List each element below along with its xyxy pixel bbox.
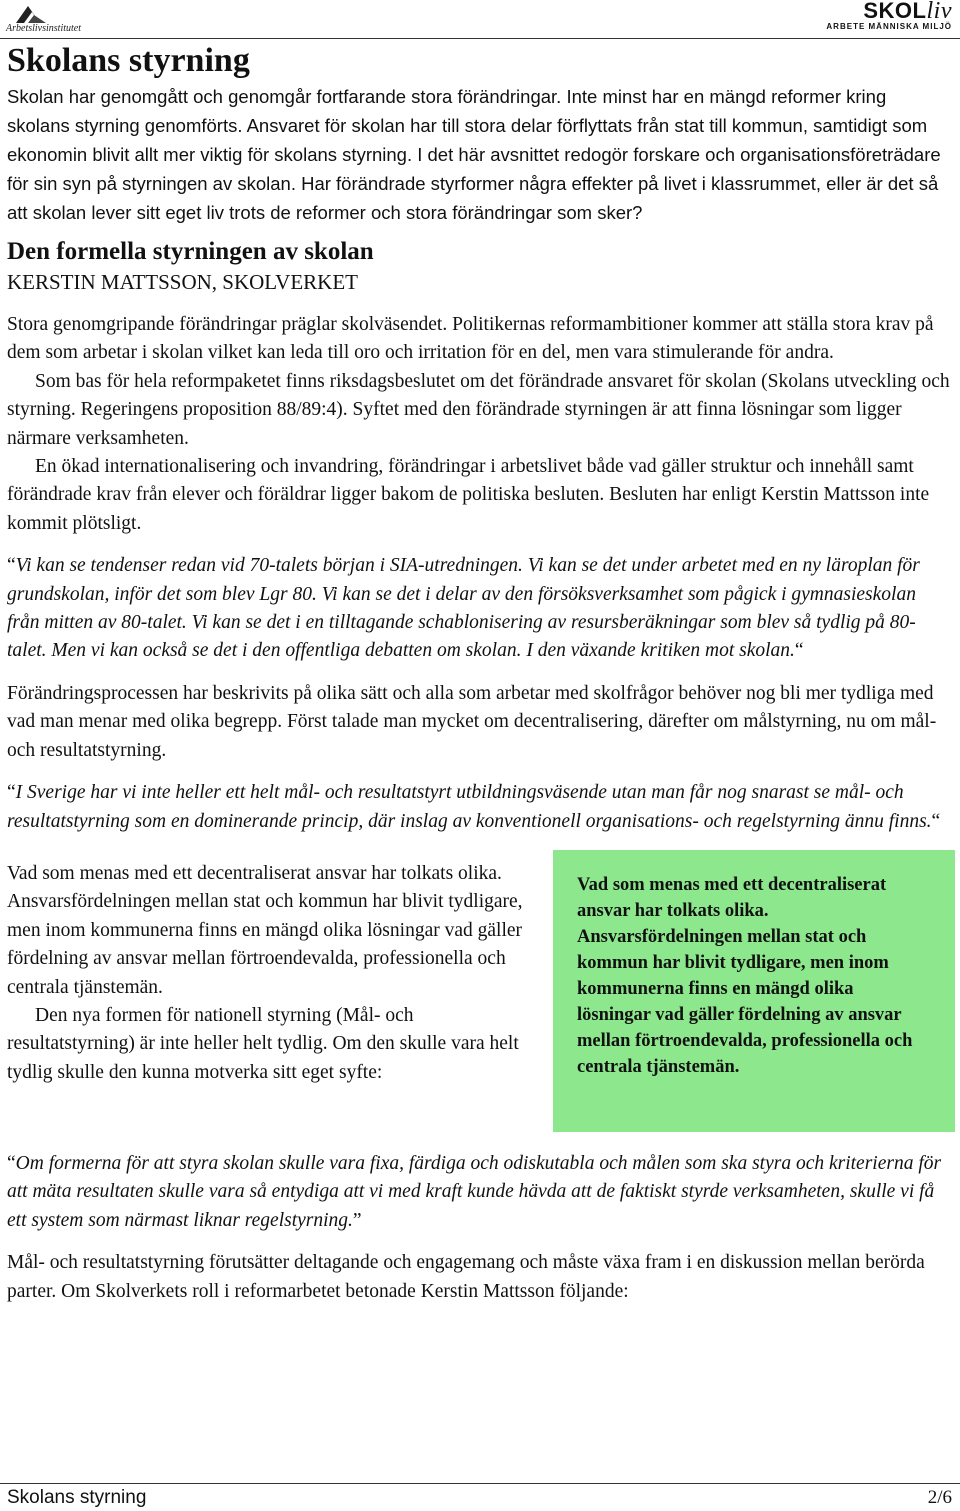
brand-tagline: ARBETE MÄNNISKA MILJÖ: [826, 22, 952, 31]
footer-section-title: Skolans styrning: [7, 1487, 147, 1508]
skolliv-logo: [826, 0, 952, 32]
footer-divider: [0, 1483, 960, 1484]
quote-1-text: Vi kan se tendenser redan vid 70-talets början i SIA-utredningen. Vi kan se det under arbetet med en ny läroplan för grundskolan, inför det som blev Lgr 80. Vi kan se det i delar av den försöksverksamhet som pågick i gymnasieskolan från mitten av 80-talet. Vi kan se det i en tilltagande schablonisering av resursberäkningar som blev så tydlig på 80-talet. Men vi kan också se det i den offentliga debatten om skolan. I den växande kritiken mot skolan.: [7, 555, 920, 662]
paragraph-7: Mål- och resultatstyrning förutsätter deltagande och engagemang och måste växa fram i en diskussion mellan berörda parter. Om Skolverkets roll i reformarbetet betonade Kerstin Mattsson följande:: [7, 1252, 925, 1302]
quote-2: [7, 779, 952, 836]
quote-open-mark: “: [7, 555, 16, 577]
header-divider: [0, 38, 960, 39]
left-column: [7, 860, 537, 1087]
quote-open-mark: “: [7, 782, 16, 804]
pull-quote-box: [553, 850, 955, 1132]
brand-italic: liv: [926, 0, 952, 24]
pull-quote-text: Vad som menas med ett decentraliserat ansvar har tolkats olika. Ansvarsfördelningen mellan stat och kommun har blivit tydligare, men inom kommunerna finns en mängd olika lösningar vad gäller fördelning av ansvar mellan förtroendevalda, professionella och centrala tjänstemän.: [577, 874, 913, 1077]
paragraph-6: Den nya formen för nationell styrning (Mål- och resultatstyrning) är inte heller helt tydlig. Om den skulle vara helt tydlig skulle den kunna motverka sitt eget syfte:: [7, 1004, 519, 1083]
byline: KERSTIN MATTSSON, SKOLVERKET: [7, 270, 359, 294]
paragraph-2: Som bas för hela reformpaketet finns riksdagsbeslutet om det förändrade ansvaret för skolan (Skolans utveckling och styrning. Regeringens proposition 88/89:4). Syftet med den förändrade styrningen är att finna lösningar som ligger närmare verksamheten.: [7, 370, 950, 449]
quote-3-text: Om formerna för att styra skolan skulle vara fixa, färdiga och odiskutabla och målen som ska styra och kriterierna för att mäta resultaten skulle vara så entydiga att vi med kraft kunde hävda att de faktiskt styrde verksamheten, skulle vi få ett system som närmast liknar regelstyrning.: [7, 1152, 942, 1231]
page-title: Skolans styrning: [7, 42, 250, 79]
paragraph-4: Förändringsprocessen har beskrivits på olika sätt och alla som arbetar med skolfrågor behöver nog bli mer tydliga med vad man menar med olika begrepp. Först talade man mycket om decentralisering, därefter om målstyrning, nu om mål- och resultatstyrning.: [7, 682, 937, 761]
quote-close-mark: “: [931, 810, 941, 832]
brand-main: SKOL: [863, 0, 927, 23]
section-heading: Den formella styrningen av skolan: [7, 238, 374, 265]
quote-close-mark: “: [794, 640, 804, 662]
quote-2-text: I Sverige har vi inte heller ett helt mål- och resultatstyrt utbildningsväsende utan man får nog snarast se mål- och resultatstyrning som en dominerande princip, där inslag av konventionell organisations- och regelstyrning ännu finns.: [7, 782, 932, 832]
quote-open-mark: “: [7, 1152, 16, 1174]
page-footer: [0, 1483, 960, 1511]
paragraph-1: Stora genomgripande förändringar präglar skolväsendet. Politikernas reformambitioner kommer att ställa stora krav på dem som arbetar i skolan vilket kan leda till oro och irritation för en del, men vara stimulerande för andra.: [7, 314, 934, 364]
article: [7, 40, 952, 1306]
paragraph-5: Vad som menas med ett decentraliserat ansvar har tolkats olika. Ansvarsfördelningen mellan stat och kommun har blivit tydligare, men inom kommunerna finns en mängd olika lösningar vad gäller fördelning av ansvar mellan förtroendevalda, professionella och centrala tjänstemän.: [7, 862, 523, 998]
paragraph-3: En ökad internationalisering och invandring, förändringar i arbetslivet både vad gäller struktur och innehåll samt förändrade krav från elever och föräldrar ligger bakom de politiska besluten. Besluten har enligt Kerstin Mattsson inte kommit plötsligt.: [7, 456, 930, 534]
intro-paragraph: Skolan har genomgått och genomgår fortfarande stora förändringar. Inte minst har en mängd reformer kring skolans styrning genomförts. Ansvaret för skolan har till stora delar förflyttats från stat till kommun, samtidigt som ekonomin blivit allt mer viktig för skolans styrning. I det här avsnittet redogör forskare och organisationsföreträdare för sin syn på styrningen av skolan. Har förändrade styrformer några effekter på livet i klassrummet, eller är det så att skolan lever sitt eget liv trots de reformer och stora förändringar som sker?: [7, 86, 941, 223]
quote-close-mark: ”: [352, 1209, 362, 1231]
quote-3: [7, 1150, 952, 1235]
arbetslivsinstitutet-logo: [6, 4, 86, 36]
logo-text: Arbetslivsinstitutet: [6, 23, 81, 34]
two-column-section: [7, 850, 952, 1150]
page-header: [0, 0, 960, 40]
skolliv-brand: [826, 0, 952, 22]
logo-mark-icon: [14, 4, 48, 24]
quote-1: [7, 552, 952, 666]
page-number: 2/6: [927, 1487, 952, 1508]
